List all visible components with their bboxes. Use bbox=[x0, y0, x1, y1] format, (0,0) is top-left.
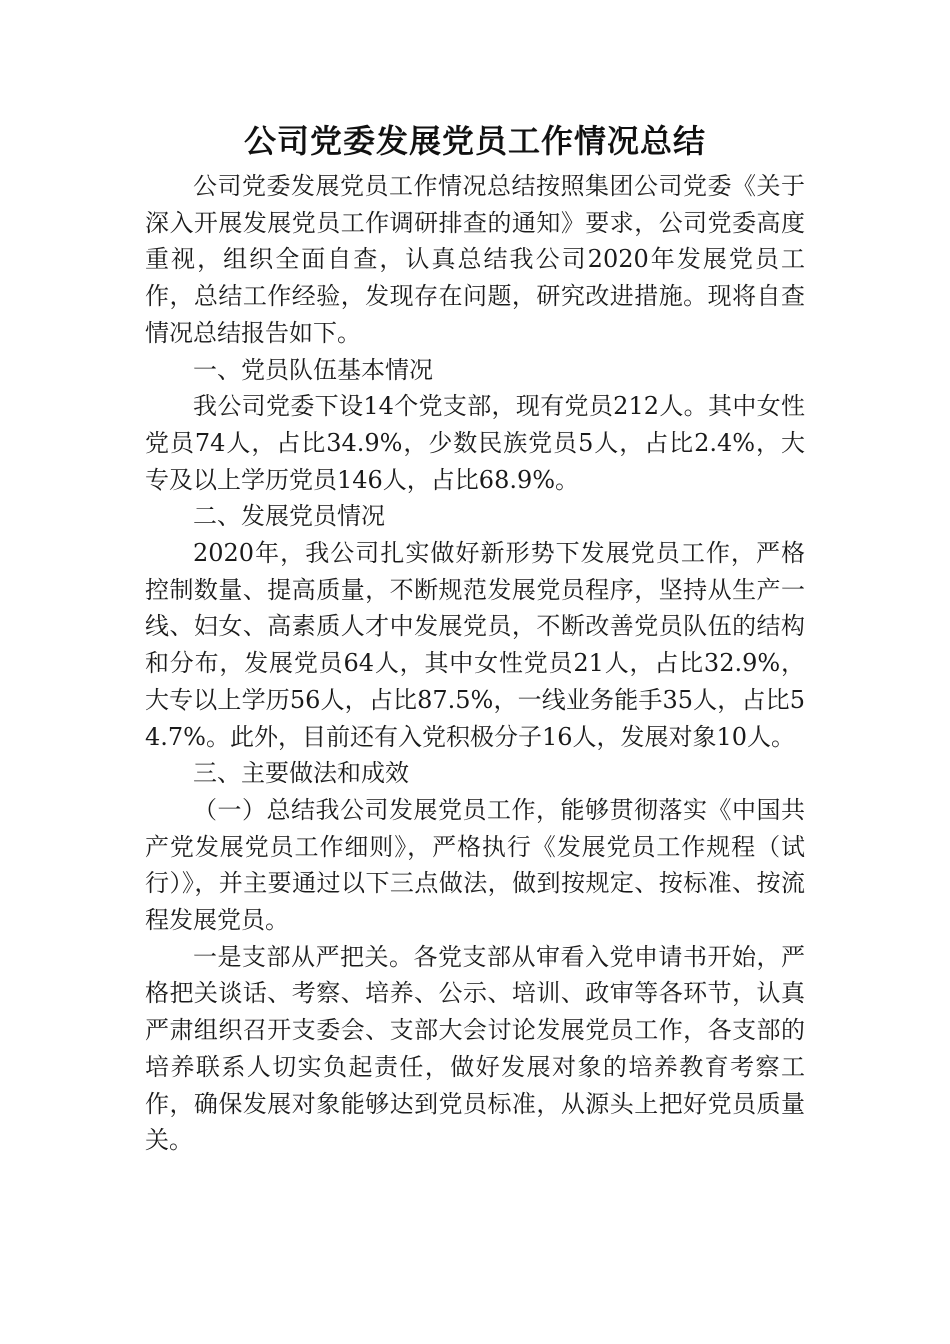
paragraph-intro: 公司党委发展党员工作情况总结按照集团公司党委《关于深入开展发展党员工作调研排查的通知》要求，公司党委高度重视，组织全面自查，认真总结我公司2020年发展党员工作，总结工作经验，发现存在问题，研究改进措施。现将自查情况总结报告如下。 bbox=[145, 172, 805, 347]
paragraph-practice-2: 一是支部从严把关。各党支部从审看入党申请书开始，严格把关谈话、考察、培养、公示、培训、政审等各环节，认真严肃组织召开支委会、支部大会讨论发展党员工作，各支部的培养联系人切实负起责任，做好发展对象的培养教育考察工作，确保发展对象能够达到党员标准，从源头上把好党员质量关。 bbox=[145, 942, 805, 1155]
document-body bbox=[145, 168, 805, 1159]
paragraph-practice-1: （一）总结我公司发展党员工作，能够贯彻落实《中国共产党发展党员工作细则》，严格执行《发展党员工作规程（试行）》，并主要通过以下三点做法，做到按规定、按标准、按流程发展党员。 bbox=[145, 795, 805, 935]
section-heading-2: 二、发展党员情况 bbox=[193, 502, 385, 531]
document-title: 公司党委发展党员工作情况总结 bbox=[243, 122, 706, 160]
paragraph-development: 2020年，我公司扎实做好新形势下发展党员工作，严格控制数量、提高质量，不断规范发展党员程序，坚持从生产一线、妇女、高素质人才中发展党员，不断改善党员队伍的结构和分布，发展党员64人，其中女性党员21人，占比32.9%，大专以上学历56人，占比87.5%，一线业务能手35人，占比54.7%。此外，目前还有入党积极分子16人，发展对象10人。 bbox=[145, 539, 805, 751]
section-heading-1: 一、党员队伍基本情况 bbox=[193, 355, 433, 384]
section-heading-3: 三、主要做法和成效 bbox=[193, 759, 409, 788]
paragraph-member-stats: 我公司党委下设14个党支部，现有党员212人。其中女性党员74人，占比34.9%，少数民族党员5人，占比2.4%，大专及以上学历党员146人，占比68.9%。 bbox=[145, 392, 805, 494]
